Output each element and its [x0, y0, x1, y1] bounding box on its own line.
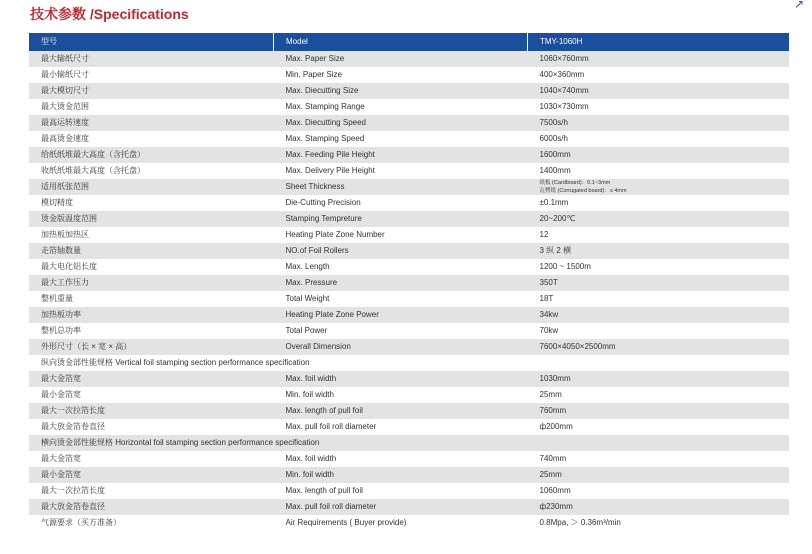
table-row: [29, 83, 789, 99]
param-value: 7600×4050×2500mm: [528, 339, 790, 355]
param-value: 25mm: [528, 387, 790, 403]
section-title: 横向烫金部性能规格 Horizontal foil stamping section performance specification: [29, 435, 789, 451]
table-row: [29, 67, 789, 83]
param-name-en: Max. Paper Size: [274, 51, 528, 67]
param-name-en: Heating Plate Zone Number: [274, 227, 528, 243]
param-name-en: Max. Diecutting Speed: [274, 115, 528, 131]
param-value: 740mm: [528, 451, 790, 467]
param-value: 400×360mm: [528, 67, 790, 83]
param-name-cn: 最大放金箔卷直径: [29, 499, 274, 515]
table-row: [29, 323, 789, 339]
header-col-model: Model: [274, 33, 528, 51]
param-name-en: Total Weight: [274, 291, 528, 307]
param-name-en: Air Requirements ( Buyer provide): [274, 515, 528, 531]
page-title: 技术参数 /Specifications: [30, 6, 189, 22]
param-name-cn: 最大输纸尺寸: [29, 51, 274, 67]
param-name-cn: 最大金箔宽: [29, 451, 274, 467]
param-name-cn: 烫金版温度范围: [29, 211, 274, 227]
param-name-en: Max. Feeding Pile Height: [274, 147, 528, 163]
param-name-cn: 给纸纸堆最大高度（含托盘）: [29, 147, 274, 163]
param-value: 6000s/h: [528, 131, 790, 147]
table-row: [29, 419, 789, 435]
param-name-cn: 收纸纸堆最大高度（含托盘）: [29, 163, 274, 179]
param-name-cn: 最高烫金速度: [29, 131, 274, 147]
param-value: 1600mm: [528, 147, 790, 163]
param-name-cn: 整机重量: [29, 291, 274, 307]
table-row: [29, 259, 789, 275]
param-value: 1400mm: [528, 163, 790, 179]
param-name-cn: 最小金箔宽: [29, 467, 274, 483]
param-value: 70kw: [528, 323, 790, 339]
param-name-en: Max. Diecutting Size: [274, 83, 528, 99]
param-name-en: Max. pull foil roll diameter: [274, 499, 528, 515]
param-name-en: Min. foil width: [274, 467, 528, 483]
param-name-en: Max. Pressure: [274, 275, 528, 291]
param-value: 1030mm: [528, 371, 790, 387]
param-value: 12: [528, 227, 790, 243]
param-value: [528, 179, 790, 195]
table-row: [29, 195, 789, 211]
table-row: [29, 147, 789, 163]
param-value: ф200mm: [528, 419, 790, 435]
param-value: 7500s/h: [528, 115, 790, 131]
table-row: [29, 243, 789, 259]
param-name-en: Max. pull foil roll diameter: [274, 419, 528, 435]
table-row: [29, 291, 789, 307]
param-value: 18T: [528, 291, 790, 307]
table-row: [29, 179, 789, 195]
table-header: [29, 33, 789, 51]
param-value: 350T: [528, 275, 790, 291]
header-col-type: 型号: [29, 33, 274, 51]
table-row: [29, 163, 789, 179]
param-name-en: Min. foil width: [274, 387, 528, 403]
section-row: [29, 435, 789, 451]
table-row: [29, 451, 789, 467]
param-value: 20~200℃: [528, 211, 790, 227]
param-name-cn: 模切精度: [29, 195, 274, 211]
param-value-line: 瓦楞纸 (Corrugated board)：≤ 4mm: [539, 188, 627, 194]
param-name-en: Max. foil width: [274, 371, 528, 387]
param-name-cn: 最大放金箔卷直径: [29, 419, 274, 435]
section-title: 纵向烫金部性能规格 Vertical foil stamping section performance specification: [29, 355, 789, 371]
param-name-cn: 加热板功率: [29, 307, 274, 323]
param-name-cn: 最大工作压力: [29, 275, 274, 291]
table-row: [29, 403, 789, 419]
param-name-en: Overall Dimension: [274, 339, 528, 355]
corner-arrow-icon: ↗: [793, 0, 804, 11]
param-name-cn: 走箔轴数量: [29, 243, 274, 259]
param-name-en: Max. foil width: [274, 451, 528, 467]
param-name-en: Max. Stamping Speed: [274, 131, 528, 147]
param-name-en: Max. Length: [274, 259, 528, 275]
param-name-cn: 整机总功率: [29, 323, 274, 339]
param-name-en: Sheet Thickness: [274, 179, 528, 195]
param-name-cn: 适用纸张范围: [29, 179, 274, 195]
param-value: 0.8Mpa, ＞ 0.36m³/min: [528, 515, 790, 531]
param-name-en: Max. length of pull foil: [274, 483, 528, 499]
param-name-en: Max. Stamping Range: [274, 99, 528, 115]
header-col-model-number: TMY-1060H: [528, 33, 790, 51]
table-row: [29, 515, 789, 531]
table-row: [29, 387, 789, 403]
param-name-en: Max. length of pull foil: [274, 403, 528, 419]
table-row: [29, 371, 789, 387]
param-name-cn: 外形尺寸（长 × 宽 × 高）: [29, 339, 274, 355]
table-row: [29, 307, 789, 323]
table-row: [29, 227, 789, 243]
param-value: ±0.1mm: [528, 195, 790, 211]
table-row: [29, 339, 789, 355]
param-name-cn: 最大烫金范围: [29, 99, 274, 115]
param-value: 1060mm: [528, 483, 790, 499]
param-name-en: Min. Paper Size: [274, 67, 528, 83]
param-name-cn: 加热板加热区: [29, 227, 274, 243]
param-value: 1060×760mm: [528, 51, 790, 67]
param-name-cn: 最小输纸尺寸: [29, 67, 274, 83]
table-row: [29, 483, 789, 499]
param-value: 34kw: [528, 307, 790, 323]
param-value: 3 纵 2 横: [528, 243, 790, 259]
param-value: ф230mm: [528, 499, 790, 515]
param-name-cn: 最大一次拉箔长度: [29, 483, 274, 499]
param-name-cn: 最大金箔宽: [29, 371, 274, 387]
param-name-cn: 最大一次拉箔长度: [29, 403, 274, 419]
table-row: [29, 131, 789, 147]
table-row: [29, 499, 789, 515]
param-value: 1040×740mm: [528, 83, 790, 99]
param-name-cn: 气源要求（买方准备）: [29, 515, 274, 531]
param-name-en: NO.of Foil Rollers: [274, 243, 528, 259]
param-name-en: Stamping Tempreture: [274, 211, 528, 227]
param-value: 1200 ~ 1500m: [528, 259, 790, 275]
param-name-cn: 最大电化铝长度: [29, 259, 274, 275]
param-name-en: Die-Cutting Precision: [274, 195, 528, 211]
param-value-line: 纸板 (Cardboard)：0.1~3mm: [539, 180, 611, 186]
table-row: [29, 467, 789, 483]
param-name-cn: 最高运转速度: [29, 115, 274, 131]
param-name-en: Max. Delivery Pile Height: [274, 163, 528, 179]
param-name-cn: 最大模切尺寸: [29, 83, 274, 99]
param-value: 1030×730mm: [528, 99, 790, 115]
table-row: [29, 211, 789, 227]
table-row: [29, 275, 789, 291]
param-name-en: Heating Plate Zone Power: [274, 307, 528, 323]
param-value: 760mm: [528, 403, 790, 419]
table-row: [29, 99, 789, 115]
section-row: [29, 355, 789, 371]
param-value: 25mm: [528, 467, 790, 483]
param-name-cn: 最小金箔宽: [29, 387, 274, 403]
table-row: [29, 115, 789, 131]
param-name-en: Total Power: [274, 323, 528, 339]
table-row: [29, 51, 789, 67]
spec-table: [29, 33, 789, 531]
